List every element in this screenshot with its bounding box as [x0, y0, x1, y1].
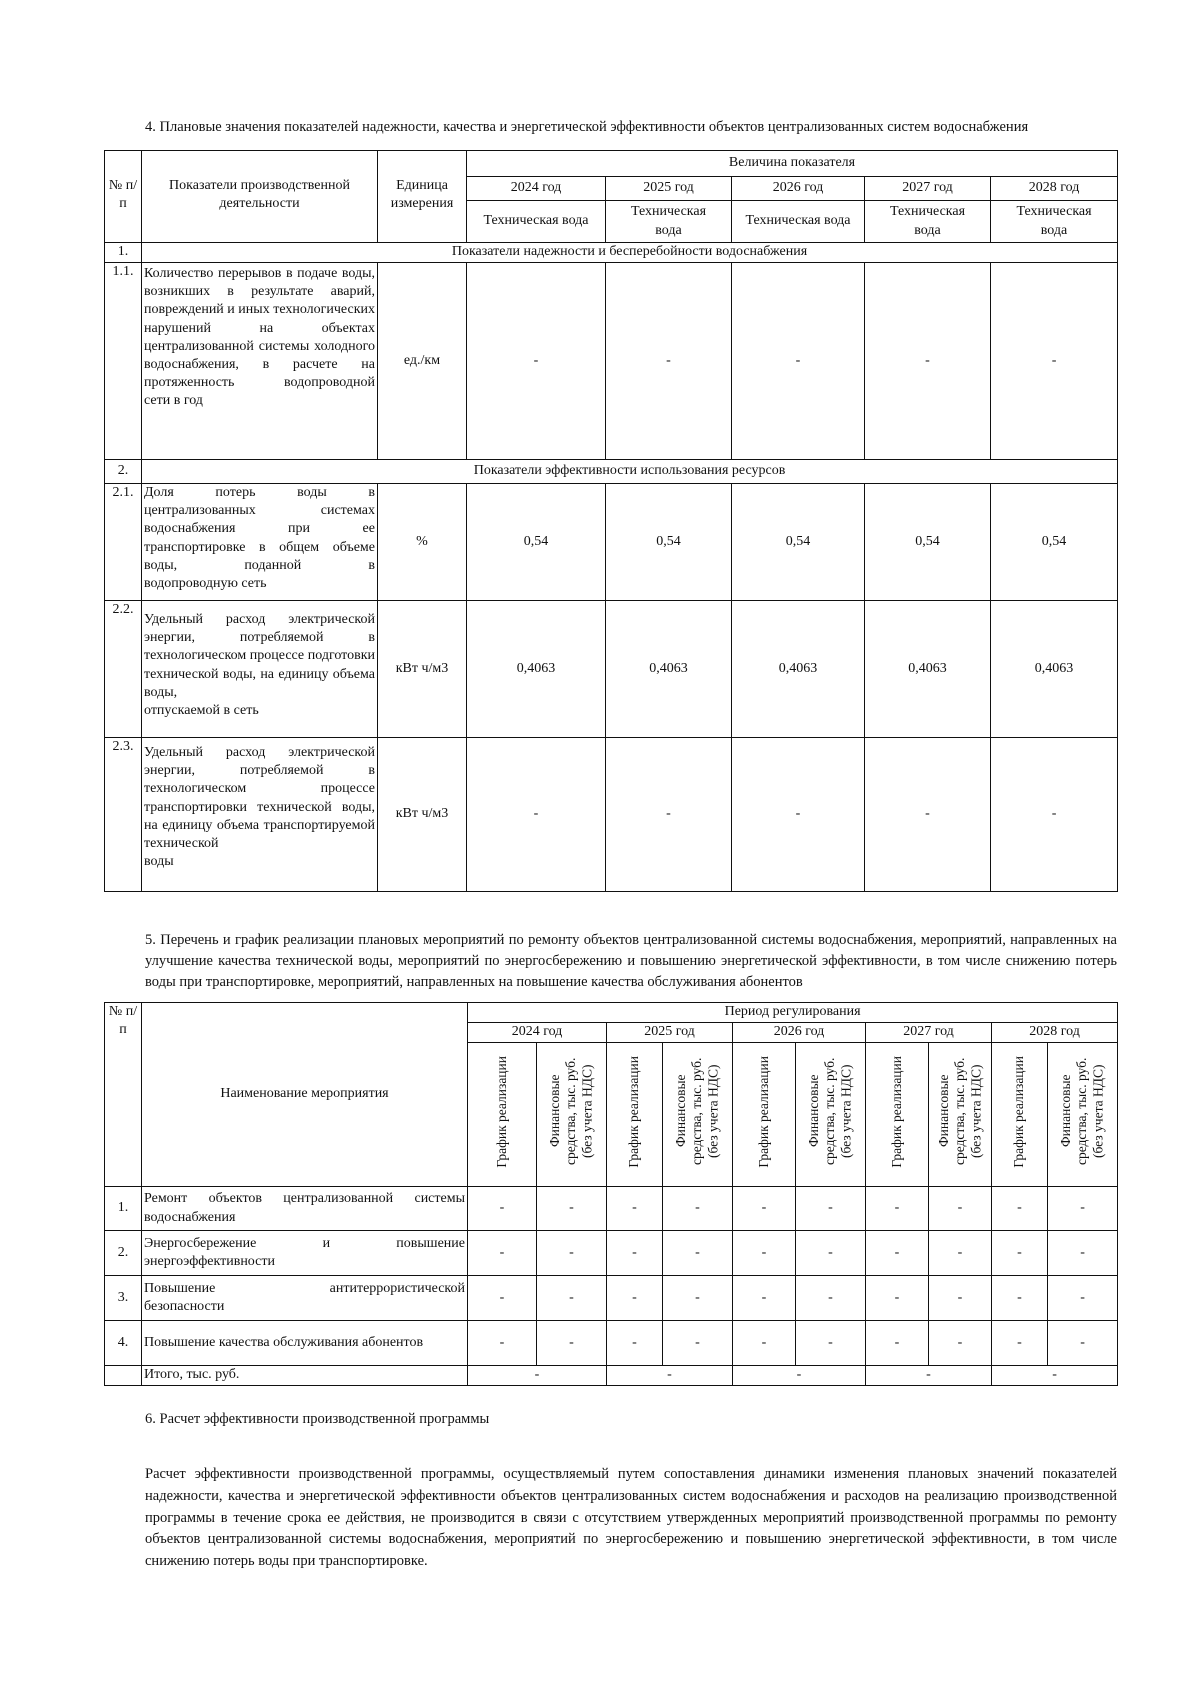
row-value: 0,54	[606, 484, 732, 601]
row-value: 0,54	[865, 484, 991, 601]
table-row	[105, 601, 1118, 738]
table-row	[105, 1321, 1118, 1366]
section-5-title: 5. Перечень и график реализации плановых мероприятий по ремонту объектов централизованной системы водоснабжения, мероприятий, направленных на улучшение качества технической воды, мероприятий по энергосбережению и повышению энергетической эффективности, в том числе снижению потерь воды при транспортировке, мероприятий, направленных на повышение качества обслуживания абонентов	[145, 932, 1117, 991]
cell: -	[537, 1231, 607, 1276]
year-header: 2026 год	[732, 177, 865, 201]
row-value: -	[991, 738, 1118, 892]
year-header: 2024 год	[468, 1023, 607, 1043]
cell: -	[929, 1187, 992, 1231]
row-value: 0,54	[467, 484, 606, 601]
row-value: -	[865, 738, 991, 892]
section-4-title: 4. Плановые значения показателей надежности, качества и энергетической эффективности объектов централизованных систем водоснабжения	[145, 119, 1029, 135]
cell: -	[992, 1276, 1048, 1321]
row-num: 3.	[105, 1276, 142, 1321]
group-num: 2.	[105, 460, 142, 484]
finance-header: Финансовые средства, тыс. руб. (без учета НДС)	[796, 1043, 866, 1187]
row-num: 2.3.	[105, 738, 142, 892]
value-header: Величина показателя	[467, 151, 1118, 177]
row-unit: ед./км	[378, 263, 467, 460]
measures-table	[104, 1002, 1118, 1386]
cell: -	[468, 1187, 537, 1231]
total-value: -	[733, 1366, 866, 1386]
schedule-header: График реализации	[733, 1043, 796, 1187]
section-6-title: 6. Расчет эффективности производственной программы	[145, 1411, 490, 1427]
col-indicator-header: Показатели производственной деятельности	[142, 151, 378, 243]
row-value: -	[467, 263, 606, 460]
row-name: Удельный расход электрической энергии, потребляемой в технологическом процессе подготовки технической воды, на единицу объема воды, отпускаемой в сеть	[142, 601, 378, 738]
schedule-header: График реализации	[607, 1043, 663, 1187]
table-row	[105, 1187, 1118, 1231]
row-num: 1.	[105, 1187, 142, 1231]
row-value: 0,4063	[865, 601, 991, 738]
water-type: Техническая вода	[467, 201, 606, 243]
row-num: 4.	[105, 1321, 142, 1366]
finance-header: Финансовые средства, тыс. руб. (без учета НДС)	[929, 1043, 992, 1187]
total-value: -	[468, 1366, 607, 1386]
cell: -	[866, 1231, 929, 1276]
cell: -	[1048, 1231, 1118, 1276]
cell: -	[468, 1321, 537, 1366]
row-value: -	[606, 263, 732, 460]
cell: -	[537, 1321, 607, 1366]
row-num: 1.1.	[105, 263, 142, 460]
year-header: 2026 год	[733, 1023, 866, 1043]
row-value: 0,4063	[732, 601, 865, 738]
water-type: Техническая вода	[606, 201, 732, 243]
cell: -	[796, 1231, 866, 1276]
row-value: 0,4063	[467, 601, 606, 738]
row-unit: кВт ч/м3	[378, 601, 467, 738]
cell: -	[468, 1276, 537, 1321]
cell: -	[733, 1187, 796, 1231]
year-header: 2025 год	[606, 177, 732, 201]
row-value: -	[606, 738, 732, 892]
group-title: Показатели надежности и бесперебойности водоснабжения	[142, 243, 1118, 263]
cell: -	[992, 1231, 1048, 1276]
total-num	[105, 1366, 142, 1386]
cell: -	[992, 1321, 1048, 1366]
year-header: 2024 год	[467, 177, 606, 201]
cell: -	[733, 1276, 796, 1321]
col-num-header: № п/п	[105, 1003, 142, 1187]
table-row	[105, 484, 1118, 601]
cell: -	[796, 1321, 866, 1366]
finance-header: Финансовые средства, тыс. руб. (без учета НДС)	[537, 1043, 607, 1187]
period-header: Период регулирования	[468, 1003, 1118, 1023]
cell: -	[468, 1231, 537, 1276]
row-unit: кВт ч/м3	[378, 738, 467, 892]
water-type: Техническая вода	[865, 201, 991, 243]
row-num: 2.2.	[105, 601, 142, 738]
total-value: -	[607, 1366, 733, 1386]
cell: -	[1048, 1187, 1118, 1231]
cell: -	[607, 1276, 663, 1321]
row-value: 0,54	[991, 484, 1118, 601]
year-header: 2027 год	[866, 1023, 992, 1043]
cell: -	[929, 1321, 992, 1366]
cell: -	[663, 1321, 733, 1366]
table-row	[105, 1231, 1118, 1276]
cell: -	[796, 1276, 866, 1321]
cell: -	[866, 1187, 929, 1231]
total-value: -	[866, 1366, 992, 1386]
row-value: -	[991, 263, 1118, 460]
total-row	[105, 1366, 1118, 1386]
cell: -	[607, 1187, 663, 1231]
table-row	[105, 1276, 1118, 1321]
cell: -	[537, 1276, 607, 1321]
col-num-header: № п/п	[105, 151, 142, 243]
row-name: Доля потерь воды в централизованных системах водоснабжения при ее транспортировке в общем объеме воды, поданной в водопроводную сеть	[142, 484, 378, 601]
table-row	[105, 738, 1118, 892]
cell: -	[992, 1187, 1048, 1231]
water-type: Техническая вода	[991, 201, 1118, 243]
schedule-header: График реализации	[992, 1043, 1048, 1187]
row-unit: %	[378, 484, 467, 601]
cell: -	[796, 1187, 866, 1231]
cell: -	[733, 1231, 796, 1276]
cell: -	[866, 1276, 929, 1321]
year-header: 2028 год	[991, 177, 1118, 201]
cell: -	[607, 1231, 663, 1276]
cell: -	[929, 1276, 992, 1321]
group-title: Показатели эффективности использования ресурсов	[142, 460, 1118, 484]
cell: -	[733, 1321, 796, 1366]
row-value: -	[467, 738, 606, 892]
cell: -	[537, 1187, 607, 1231]
total-value: -	[992, 1366, 1118, 1386]
year-header: 2025 год	[607, 1023, 733, 1043]
cell: -	[866, 1321, 929, 1366]
group-num: 1.	[105, 243, 142, 263]
section-6-text: Расчет эффективности производственной программы, осуществляемый путем сопоставления динамики изменения плановых значений показателей надежности, качества и энергетической эффективности объектов централизованных систем водоснабжения и расходов на реализацию производственной программы в течение срока ее действия, не производится в связи с отсутствием утвержденных мероприятий производственной программы по ремонту объектов централизованной системы водоснабжения, мероприятий по энергосбережению и повышению энергетической эффективности, в том числе снижению потерь воды при транспортировке.	[145, 1466, 1117, 1569]
year-header: 2027 год	[865, 177, 991, 201]
row-value: -	[732, 263, 865, 460]
row-name: Количество перерывов в подаче воды, возникших в результате аварий, повреждений и иных технологических нарушений на объектах централизованной системы холодного водоснабжения, в расчете на протяженность водопроводной сети в год	[142, 263, 378, 460]
finance-header: Финансовые средства, тыс. руб. (без учета НДС)	[663, 1043, 733, 1187]
row-name: Повышение антитеррористической безопасности	[142, 1276, 468, 1321]
schedule-header: График реализации	[468, 1043, 537, 1187]
row-value: -	[732, 738, 865, 892]
year-header: 2028 год	[992, 1023, 1118, 1043]
cell: -	[663, 1187, 733, 1231]
water-type: Техническая вода	[732, 201, 865, 243]
row-num: 2.1.	[105, 484, 142, 601]
indicators-table	[104, 150, 1118, 892]
row-name: Энергосбережение и повышение энергоэффективности	[142, 1231, 468, 1276]
row-value: 0,54	[732, 484, 865, 601]
finance-header: Финансовые средства, тыс. руб. (без учета НДС)	[1048, 1043, 1118, 1187]
row-num: 2.	[105, 1231, 142, 1276]
table-row	[105, 263, 1118, 460]
row-name: Повышение качества обслуживания абонентов	[142, 1321, 468, 1366]
cell: -	[929, 1231, 992, 1276]
schedule-header: График реализации	[866, 1043, 929, 1187]
cell: -	[1048, 1321, 1118, 1366]
col-name-header: Наименование мероприятия	[142, 1003, 468, 1187]
row-name: Ремонт объектов централизованной системы водоснабжения	[142, 1187, 468, 1231]
col-unit-header: Единица измерения	[378, 151, 467, 243]
cell: -	[663, 1276, 733, 1321]
row-value: 0,4063	[991, 601, 1118, 738]
row-name: Удельный расход электрической энергии, потребляемой в технологическом процессе транспортировки технической воды, на единицу объема транспортируемой технической воды	[142, 738, 378, 892]
cell: -	[607, 1321, 663, 1366]
cell: -	[663, 1231, 733, 1276]
total-label: Итого, тыс. руб.	[142, 1366, 468, 1386]
cell: -	[1048, 1276, 1118, 1321]
row-value: -	[865, 263, 991, 460]
row-value: 0,4063	[606, 601, 732, 738]
